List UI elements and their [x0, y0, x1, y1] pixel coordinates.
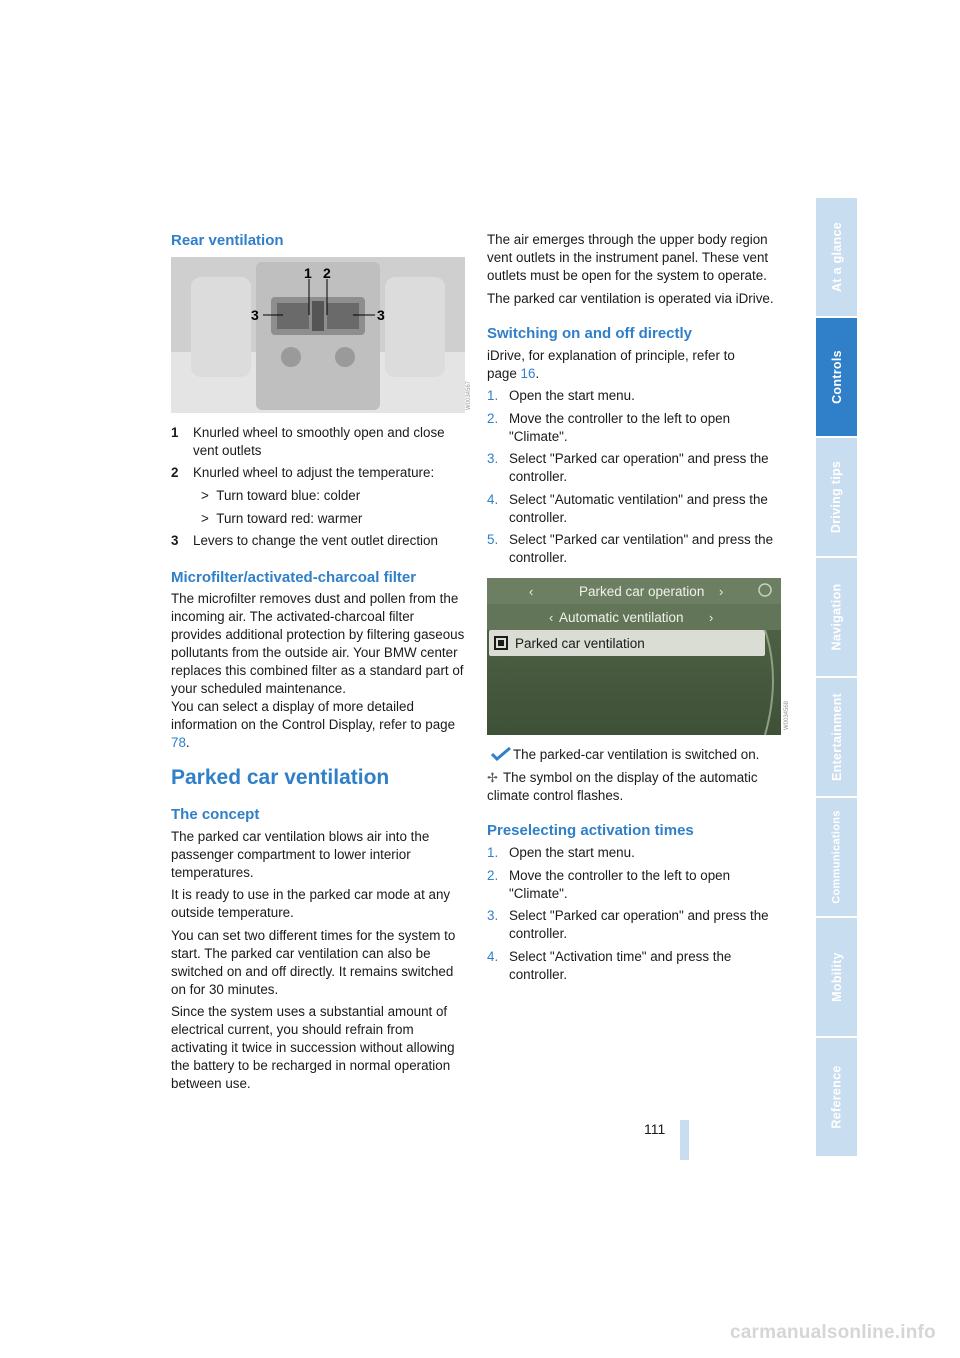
microfilter-paragraph-2: You can select a display of more detailed information on the Control Display, refer to page 78. — [171, 699, 456, 750]
parked-car-ventilation-heading: Parked car ventilation — [171, 766, 390, 789]
switched-on-note: The parked-car ventilation is switched on. — [491, 746, 783, 766]
page-link-16[interactable]: 16 — [520, 366, 536, 381]
sidebar-tab-reference[interactable]: Reference — [816, 1038, 857, 1156]
photo-label-1: 1 — [304, 265, 312, 281]
rear-vent-photo — [171, 257, 465, 413]
rear-ventilation-heading: Rear ventilation — [171, 232, 284, 249]
step-1: 1. Open the start menu. — [487, 388, 635, 403]
step-2: 2. Move the controller to the left to open "Climate". — [487, 411, 731, 444]
air-emerges-paragraph: The air emerges through the upper body region vent outlets in the instrument panel. These vent outlets must be open for the system to operate. — [487, 232, 769, 283]
idrive-screen — [487, 578, 781, 735]
operated-via-idrive-paragraph: The parked car ventilation is operated via iDrive. — [487, 291, 774, 306]
watermark: carmanualsonline.info — [730, 1322, 936, 1343]
switching-steps — [487, 387, 783, 567]
screen-row-parked-car-operation: Parked car operation — [579, 584, 705, 599]
sidebar-tab-mobility[interactable]: Mobility — [816, 918, 857, 1036]
microfilter-paragraph: The microfilter removes dust and pollen from the incoming air. The activated-charcoal filter provides additional protection by filtering gaseous pollutants from the outside air. Your BMW center replaces this combined filter as a standard part of your scheduled maintenance. — [171, 591, 465, 696]
sidebar-tab-navigation[interactable]: Navigation — [816, 558, 857, 676]
step-3: 3. Select "Parked car operation" and press the controller. — [487, 451, 769, 484]
concept-paragraph-4: Since the system uses a substantial amount of electrical current, you should refrain from activating it twice in succession without allowing the battery to be recharged in normal operation between use. — [171, 1004, 455, 1091]
concept-paragraph-2: It is ready to use in the parked car mode at any outside temperature. — [171, 887, 451, 920]
svg-text:‹: ‹ — [529, 584, 534, 599]
rear-vent-legend — [171, 424, 471, 556]
legend-item-3: 3 Levers to change the vent outlet direction — [171, 533, 438, 548]
fan-icon: ✢ — [487, 770, 498, 785]
pre-step-1: 1. Open the start menu. — [487, 845, 635, 860]
svg-text:›: › — [719, 584, 724, 599]
sidebar-tab-communications[interactable]: Communications — [816, 798, 857, 916]
pre-step-2: 2. Move the controller to the left to open "Climate". — [487, 868, 731, 901]
sidebar-tab-entertainment[interactable]: Entertainment — [816, 678, 857, 796]
photo-label-3-right: 3 — [377, 307, 385, 323]
photo-label-3-left: 3 — [251, 307, 259, 323]
photo-code: W0034567 — [466, 380, 472, 410]
sub-item-colder: > Turn toward blue: colder — [201, 488, 361, 503]
preselect-steps — [487, 844, 783, 984]
svg-text:‹: ‹ — [549, 610, 554, 625]
page-number-marker — [680, 1120, 689, 1160]
switching-heading: Switching on and off directly — [487, 325, 693, 342]
sidebar-tab-driving-tips[interactable]: Driving tips — [816, 438, 857, 556]
checkmark-icon — [491, 747, 513, 766]
sub-item-warmer: > Turn toward red: warmer — [201, 511, 363, 526]
step-5: 5. Select "Parked car ventilation" and press the controller. — [487, 532, 774, 565]
preselecting-heading: Preselecting activation times — [487, 822, 694, 839]
concept-paragraph-1: The parked car ventilation blows air into the passenger compartment to lower interior temperatures. — [171, 829, 430, 880]
page-link-78[interactable]: 78 — [171, 735, 186, 750]
page-number: 111 — [644, 1121, 666, 1137]
screen-row-parked-car-ventilation: Parked car ventilation — [515, 636, 645, 651]
symbol-flashes-note: ✢ The symbol on the display of the automatic climate control flashes. — [487, 770, 758, 803]
sidebar-tab-at-a-glance[interactable]: At a glance — [816, 198, 857, 316]
rear-vent-illustration — [171, 257, 465, 413]
sidebar-tab-controls[interactable]: Controls — [816, 318, 857, 436]
step-4: 4. Select "Automatic ventilation" and press the controller. — [487, 492, 768, 525]
photo-label-2: 2 — [323, 265, 331, 281]
concept-heading: The concept — [171, 806, 260, 823]
screen-code: W0034568 — [784, 700, 790, 730]
svg-text:›: › — [709, 610, 714, 625]
legend-item-2: 2 Knurled wheel to adjust the temperature: — [171, 465, 435, 480]
idrive-reference-paragraph: iDrive, for explanation of principle, refer to page 16. — [487, 348, 735, 381]
pre-step-4: 4. Select "Activation time" and press the controller. — [487, 949, 732, 982]
screen-row-automatic-ventilation: Automatic ventilation — [559, 610, 684, 625]
pre-step-3: 3. Select "Parked car operation" and press the controller. — [487, 908, 769, 941]
concept-paragraph-3: You can set two different times for the system to start. The parked car ventilation can also be switched on and off directly. It remains switched on for 30 minutes. — [171, 928, 456, 997]
microfilter-heading: Microfilter/activated-charcoal filter — [171, 569, 417, 586]
legend-item-1: 1 Knurled wheel to smoothly open and close vent outlets — [171, 425, 445, 458]
